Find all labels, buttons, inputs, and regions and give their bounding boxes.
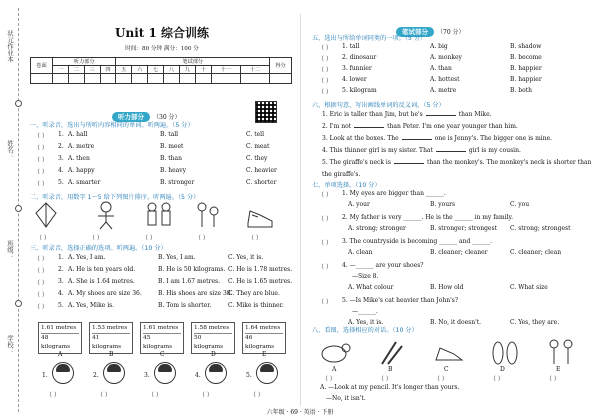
option-a[interactable]: A. then (68, 155, 90, 162)
person-icon (256, 362, 278, 384)
option-a[interactable]: A. Yes, Mike is. (68, 302, 115, 309)
option-b[interactable]: B. No, it doesn't. (430, 319, 482, 326)
question-reply: —Size 8. (352, 273, 379, 280)
option-c[interactable]: C. heavier (246, 167, 277, 174)
time-and-score: 时间：80 分钟 满分：100 分 (125, 46, 199, 52)
answer-paren[interactable]: （ ） (318, 216, 332, 223)
fill-in-line (322, 147, 521, 154)
answer-paren[interactable]: （ ） (34, 268, 48, 275)
option-letter: C (160, 351, 165, 358)
binding-hole (15, 100, 22, 107)
sentence-start: 1. Eric is taller than Jim, but he's (322, 111, 423, 118)
option-a[interactable]: A. than (430, 65, 452, 72)
answer-paren[interactable]: （ ） (318, 56, 332, 63)
page-title: Unit 1 综合训练 (115, 26, 209, 40)
option-a[interactable]: A. monkey (430, 54, 462, 61)
item-number: 4. (195, 372, 201, 379)
class-label: 班级： (6, 240, 14, 260)
question-reply: —______. (352, 308, 378, 315)
flip-flops-icon (493, 342, 517, 364)
shoes-icon (436, 348, 462, 360)
answer-paren[interactable]: （ ） (97, 392, 111, 399)
score-cell: 一 (53, 66, 69, 74)
height-weight-card (140, 322, 184, 354)
sentence-start: 5. The giraffe's neck is (322, 159, 391, 166)
option-c[interactable]: C. cleaner; clean (510, 249, 562, 256)
order-paren[interactable]: （ ） (248, 235, 262, 242)
option-a[interactable]: A. strong; stronger (348, 225, 406, 232)
card-weight: 45 kilograms (143, 333, 181, 352)
card-height: 1.58 metres (194, 325, 230, 331)
order-paren[interactable]: （ ） (36, 235, 50, 242)
dialogue-pictures (320, 338, 590, 368)
item-number: 5. (58, 179, 64, 186)
card-weight: 50 kilograms (194, 333, 232, 352)
question-5-title: 五、选出与所给单词同类的一项。（5 分） (312, 35, 427, 42)
score-cell: 七 (148, 66, 164, 74)
picture-letter: D (500, 366, 505, 373)
option-a[interactable]: A. your (348, 201, 370, 208)
person-icon (205, 362, 227, 384)
picture-letter: C (444, 366, 449, 373)
question-6-title: 六、根据句意，写出画线单词的反义词。（5 分） (312, 102, 445, 109)
option-a[interactable]: A. metre (430, 87, 457, 94)
order-paren[interactable]: （ ） (195, 235, 209, 242)
answer-paren[interactable]: （ ） (322, 376, 336, 383)
picture-letter: B (388, 366, 393, 373)
option-a[interactable]: A. Yes, it is. (348, 319, 384, 326)
answer-paren[interactable]: （ ） (318, 264, 332, 271)
sentence-end: girl is my cousin. (468, 147, 521, 154)
given-word: 3. funnier (342, 65, 372, 72)
item-number: 1. (58, 131, 64, 138)
answer-blank[interactable] (436, 147, 466, 152)
item-number: 2. (93, 372, 99, 379)
card-weight: 46 kilograms (245, 333, 283, 352)
score-cell[interactable] (164, 74, 180, 84)
answer-paren[interactable]: （ ） (199, 392, 213, 399)
question-stem: 5. —Is Mike's cat heavier than John's? (342, 297, 459, 304)
answer-paren[interactable]: （ ） (34, 133, 48, 140)
option-b[interactable]: B. How old (430, 284, 464, 291)
order-paren[interactable]: （ ） (89, 235, 103, 242)
child-icon (98, 202, 114, 229)
answer-paren[interactable]: （ ） (318, 45, 332, 52)
option-c[interactable]: C. they (246, 155, 268, 162)
sentence-end: than Peter. I'm one year younger than him. (387, 123, 518, 130)
given-word: 1. tall (342, 43, 360, 50)
name-label: 姓名： (6, 140, 14, 160)
answer-paren[interactable]: （ ） (34, 157, 48, 164)
option-b[interactable]: B. cleaner; cleaner (430, 249, 488, 256)
score-cell[interactable] (116, 74, 132, 84)
card-weight: 48 kilograms (41, 333, 79, 352)
page-footer: 六年级 · 69 · 英语 · 下册 (266, 409, 334, 416)
score-cell[interactable] (148, 74, 164, 84)
option-b[interactable]: B. than (160, 155, 182, 162)
answer-paren[interactable]: （ ） (34, 304, 48, 311)
option-c[interactable]: C. He is 1.78 metres. (228, 266, 293, 273)
item-number: 2. (58, 266, 64, 273)
given-word: 2. dinosaur (342, 54, 377, 61)
option-a[interactable]: A. smarter (68, 179, 101, 186)
given-word: 5. kilogram (342, 87, 377, 94)
score-cell[interactable] (84, 74, 100, 84)
answer-paren[interactable]: （ ） (34, 292, 48, 299)
score-cell: 十一 (211, 66, 240, 74)
answer-paren[interactable]: （ ） (378, 376, 392, 383)
answer-blank[interactable] (354, 123, 384, 128)
answer-paren[interactable]: （ ） (318, 192, 332, 199)
fill-in-line (322, 159, 591, 166)
option-b[interactable]: B. happier (510, 65, 542, 72)
answer-blank[interactable] (426, 111, 456, 116)
option-b[interactable]: B. tall (160, 131, 179, 138)
option-b[interactable]: B. His shoes are size 38. (158, 290, 233, 297)
children-icon (148, 203, 170, 225)
sneaker-icon (248, 211, 272, 227)
person-icon (103, 362, 125, 384)
answer-paren[interactable]: （ ） (318, 299, 332, 306)
option-c[interactable]: C. shorter (246, 179, 277, 186)
sentence-start: the giraffe's. (322, 171, 361, 178)
option-b[interactable]: B. shadow (510, 43, 542, 50)
answer-paren[interactable]: （ ） (434, 376, 448, 383)
fill-in-line (322, 135, 552, 142)
card-height: 1.53 metres (92, 325, 128, 331)
answer-paren[interactable]: （ ） (318, 240, 332, 247)
option-a[interactable]: A. He is ten years old. (68, 266, 136, 273)
fill-in-line (322, 111, 492, 118)
item-number: 1. (58, 254, 64, 261)
option-b[interactable]: B. both (510, 87, 532, 94)
item-number: 3. (144, 372, 150, 379)
figures-icon (198, 203, 218, 227)
sentence-start: 4. This thinner girl is my sister. That (322, 147, 433, 154)
answer-blank[interactable] (394, 159, 424, 164)
qr-code-icon (255, 101, 277, 123)
option-b[interactable]: B. become (510, 54, 542, 61)
answer-paren[interactable]: （ ） (318, 78, 332, 85)
answer-paren[interactable]: （ ） (34, 169, 48, 176)
binding-hole (15, 205, 22, 212)
option-c[interactable]: C. They are blue. (228, 290, 280, 297)
kite-icon (36, 203, 56, 227)
answer-paren[interactable]: （ ） (250, 392, 264, 399)
order-paren[interactable]: （ ） (142, 235, 156, 242)
option-letter: E (262, 351, 267, 358)
answer-paren[interactable]: （ ） (34, 145, 48, 152)
score-cell: 得分 (270, 58, 292, 74)
page-divider (300, 14, 301, 406)
option-c[interactable]: C. He is 1.65 metres. (228, 278, 293, 285)
option-b[interactable]: B. heavy (160, 167, 186, 174)
answer-paren[interactable]: （ ） (34, 181, 48, 188)
height-weight-card (38, 322, 82, 354)
sort-pictures (34, 201, 284, 231)
score-cell: 听力部分 (53, 58, 116, 66)
item-number: 3. (58, 278, 64, 285)
score-cell[interactable] (31, 74, 53, 84)
animal-icon (322, 344, 350, 362)
option-b[interactable]: B. happier (510, 76, 542, 83)
option-a[interactable]: A. Yes, I am. (68, 254, 106, 261)
question-8-title: 八、看图，选择相应的对话。（10 分） (312, 327, 418, 334)
answer-paren[interactable]: （ ） (34, 280, 48, 287)
answer-paren[interactable]: （ ） (490, 376, 504, 383)
question-1-title: 一、听录音，选出与所听内容相同的单词。听两遍。（5 分） (30, 122, 194, 129)
option-a[interactable]: A. big (430, 43, 448, 50)
question-2-title: 二、听录音，用数字 1～5 给下列图片排序。听两遍。（5 分） (30, 194, 200, 201)
score-cell: 五 (116, 66, 132, 74)
option-b[interactable]: B. stronger (160, 179, 195, 186)
pencils-icon (382, 342, 402, 364)
option-b[interactable]: B. Yes, I am. (158, 254, 196, 261)
question-7-title: 七、单项选择。（10 分） (312, 182, 381, 189)
option-c[interactable]: C. you (510, 201, 530, 208)
score-cell: 六 (132, 66, 148, 74)
card-height: 1.61 metres (41, 325, 77, 331)
score-cell: 九 (179, 66, 195, 74)
score-cell[interactable] (179, 74, 195, 84)
question-stem: 4. —______ are your shoes? (342, 262, 424, 269)
card-height: 1.64 metres (245, 325, 281, 331)
person-icon (52, 362, 74, 384)
option-b[interactable]: B. He is 50 kilograms. (158, 266, 226, 273)
sentence-end: than the monkey's. The monkey's neck is shorter than (426, 159, 592, 166)
score-cell: 八 (164, 66, 180, 74)
item-number: 4. (58, 167, 64, 174)
option-a[interactable]: A. My shoes are size 36. (68, 290, 142, 297)
option-c[interactable]: C. Yes, they are. (510, 319, 560, 326)
option-b[interactable]: B. meet (160, 143, 184, 150)
question-stem: 3. The countryside is becoming ______ and ______. (342, 238, 493, 245)
score-cell: 笔试部分 (116, 58, 270, 66)
people-icon (550, 340, 572, 364)
option-letter: A (58, 351, 63, 358)
fill-in-line (322, 123, 518, 130)
option-c[interactable]: C. strong; strongest (510, 225, 571, 232)
item-number: 2. (58, 143, 64, 150)
option-b[interactable]: B. I am 1.67 metres. (158, 278, 220, 285)
picture-letter: E (556, 366, 561, 373)
score-cell[interactable] (68, 74, 84, 84)
question-3-title: 三、听录音，选择正确的选项。听两遍。（10 分） (30, 245, 167, 252)
option-c[interactable]: C. Mike is thinner. (228, 302, 284, 309)
score-cell[interactable] (53, 74, 69, 84)
item-number: 5. (246, 372, 252, 379)
writing-score: （70 分） (437, 29, 465, 36)
item-number: 3. (58, 155, 64, 162)
option-c[interactable]: C. What size (510, 284, 548, 291)
item-number: 1. (42, 372, 48, 379)
person-icon (154, 362, 176, 384)
binding-strip (0, 0, 24, 420)
answer-paren[interactable]: （ ） (46, 392, 60, 399)
option-b[interactable]: B. stronger; strongest (430, 225, 497, 232)
score-table (30, 57, 292, 84)
option-c[interactable]: C. Yes, it is. (228, 254, 264, 261)
height-weight-card (242, 322, 286, 354)
question-stem: 2. My father is very ______. He is the ______ in my family. (342, 214, 514, 221)
sentence-start: 2. I'm not (322, 123, 352, 130)
listening-pill: 听力部分 (112, 112, 150, 122)
question-stem: 1. My eyes are bigger than ______. (342, 190, 446, 197)
picture-letter: A (332, 366, 337, 373)
option-a[interactable]: A. She is 1.64 metres. (68, 278, 135, 285)
writing-pill: 笔试部分 (396, 27, 434, 37)
score-cell[interactable] (211, 74, 240, 84)
fill-in-line (322, 171, 360, 178)
height-weight-card (89, 322, 133, 354)
dialogue-a-line2: —No, it isn't. (326, 395, 366, 402)
option-c[interactable]: C. meat (246, 143, 270, 150)
score-cell[interactable] (195, 74, 211, 84)
option-a[interactable]: A. clean (348, 249, 373, 256)
item-number: 5. (58, 302, 64, 309)
height-weight-card (191, 322, 235, 354)
score-cell: 二 (68, 66, 84, 74)
score-cell: 十二 (240, 66, 269, 74)
option-letter: B (109, 351, 114, 358)
answer-paren[interactable]: （ ） (34, 256, 48, 263)
binding-hole (15, 300, 22, 307)
sentence-start: 3. Look at the boxes. The (322, 135, 399, 142)
answer-blank[interactable] (402, 135, 432, 140)
score-cell[interactable] (100, 74, 116, 84)
sentence-end: one is Jenny's. The bigger one is mine. (434, 135, 553, 142)
score-cell: 四 (100, 66, 116, 74)
answer-paren[interactable]: （ ） (148, 392, 162, 399)
brand-label: 状元作业本 (6, 30, 14, 63)
sentence-end: than Mike. (458, 111, 492, 118)
option-a[interactable]: A. happy (68, 167, 95, 174)
score-cell[interactable] (132, 74, 148, 84)
score-cell: 三 (84, 66, 100, 74)
option-a[interactable]: A. hottest (430, 76, 460, 83)
card-weight: 41 kilograms (92, 333, 130, 352)
option-a[interactable]: A. hall (68, 131, 88, 138)
score-cell[interactable] (240, 74, 269, 84)
option-a[interactable]: A. metre (68, 143, 95, 150)
option-letter: D (211, 351, 216, 358)
score-cell[interactable] (270, 74, 292, 84)
option-c[interactable]: C. tell (246, 131, 264, 138)
answer-paren[interactable]: （ ） (318, 67, 332, 74)
score-cell: 十 (195, 66, 211, 74)
school-label: 学校： (6, 335, 14, 355)
card-height: 1.61 metres (143, 325, 179, 331)
option-b[interactable]: B. yours (430, 201, 456, 208)
answer-paren[interactable]: （ ） (546, 376, 560, 383)
score-cell: 卷面 (31, 58, 53, 74)
item-number: 4. (58, 290, 64, 297)
listening-score: （30 分） (153, 114, 181, 121)
option-a[interactable]: A. What colour (348, 284, 394, 291)
answer-paren[interactable]: （ ） (318, 89, 332, 96)
option-b[interactable]: B. Tom is shorter. (158, 302, 212, 309)
given-word: 4. lower (342, 76, 367, 83)
dialogue-a-line1: A. —Look at my pencil. It's longer than yours. (320, 384, 460, 391)
